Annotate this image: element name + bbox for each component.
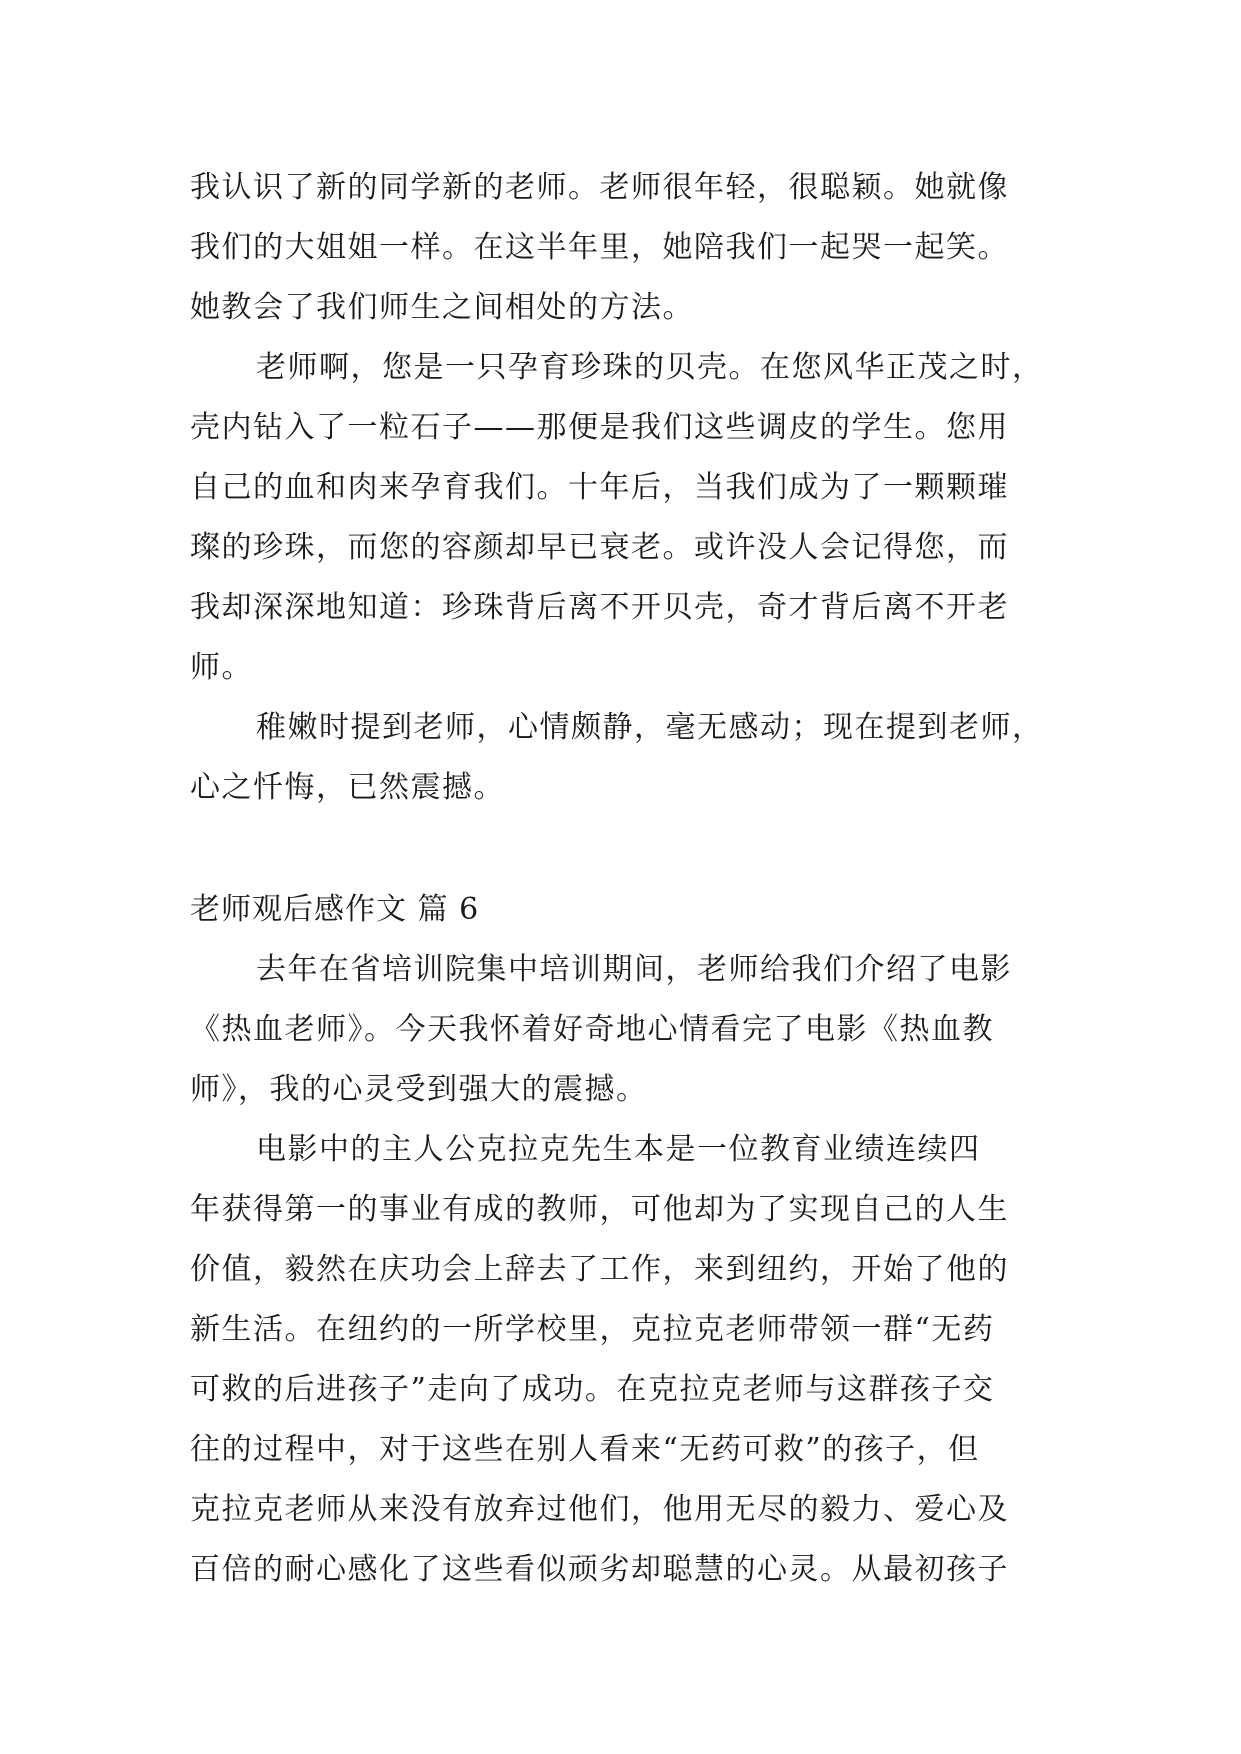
text-line: 心之忏悔，已然震撼。	[190, 770, 505, 805]
document-page	[190, 158, 1060, 1600]
text-line: 价值，毅然在庆功会上辞去了工作，来到纽约，开始了他的	[190, 1252, 1009, 1287]
text-line: 师。	[190, 650, 253, 685]
text-line: 老师啊，您是一只孕育珍珠的贝壳。在您风华正茂之时，	[256, 350, 1044, 385]
text-line: 百倍的耐心感化了这些看似顽劣却聪慧的心灵。从最初孩子	[190, 1552, 1009, 1587]
paragraph	[190, 940, 1060, 1120]
text-line: 《热血老师》。今天我怀着好奇地心情看完了电影《热血教	[190, 1012, 994, 1047]
text-line: 新生活。在纽约的一所学校里，克拉克老师带领一群“无药	[190, 1312, 995, 1347]
text-line: 去年在省培训院集中培训期间，老师给我们介绍了电影	[256, 952, 1012, 987]
paragraph	[190, 698, 1060, 818]
section-gap	[190, 818, 1060, 880]
text-line: 我却深深地知道：珍珠背后离不开贝壳，奇才背后离不开老	[190, 590, 1009, 625]
paragraph	[190, 1120, 1060, 1600]
section-6	[190, 880, 1060, 1600]
text-line: 年获得第一的事业有成的教师，可他却为了实现自己的人生	[190, 1192, 1009, 1227]
text-line: 稚嫩时提到老师，心情颇静，毫无感动；现在提到老师，	[256, 710, 1044, 745]
text-line: 她教会了我们师生之间相处的方法。	[190, 290, 694, 325]
text-line: 电影中的主人公克拉克先生本是一位教育业绩连续四	[256, 1132, 981, 1167]
text-line: 克拉克老师从来没有放弃过他们，他用无尽的毅力、爱心及	[190, 1492, 1009, 1527]
text-line: 往的过程中，对于这些在别人看来“无药可救”的孩子，但	[190, 1432, 980, 1467]
section-title: 老师观后感作文 篇 6	[190, 892, 480, 927]
text-line: 我们的大姐姐一样。在这半年里，她陪我们一起哭一起笑。	[190, 230, 1009, 265]
text-line: 璨的珍珠，而您的容颜却早已衰老。或许没人会记得您，而	[190, 530, 1009, 565]
text-line: 壳内钻入了一粒石子——那便是我们这些调皮的学生。您用	[190, 410, 1009, 445]
previous-section	[190, 158, 1060, 818]
text-line: 师》，我的心灵受到强大的震撼。	[190, 1072, 648, 1107]
paragraph	[190, 158, 1060, 338]
text-line: 可救的后进孩子”走向了成功。在克拉克老师与这群孩子交	[190, 1372, 995, 1407]
text-line: 我认识了新的同学新的老师。老师很年轻，很聪颖。她就像	[190, 170, 1009, 205]
paragraph	[190, 338, 1060, 698]
text-line: 自己的血和肉来孕育我们。十年后，当我们成为了一颗颗璀	[190, 470, 1009, 505]
